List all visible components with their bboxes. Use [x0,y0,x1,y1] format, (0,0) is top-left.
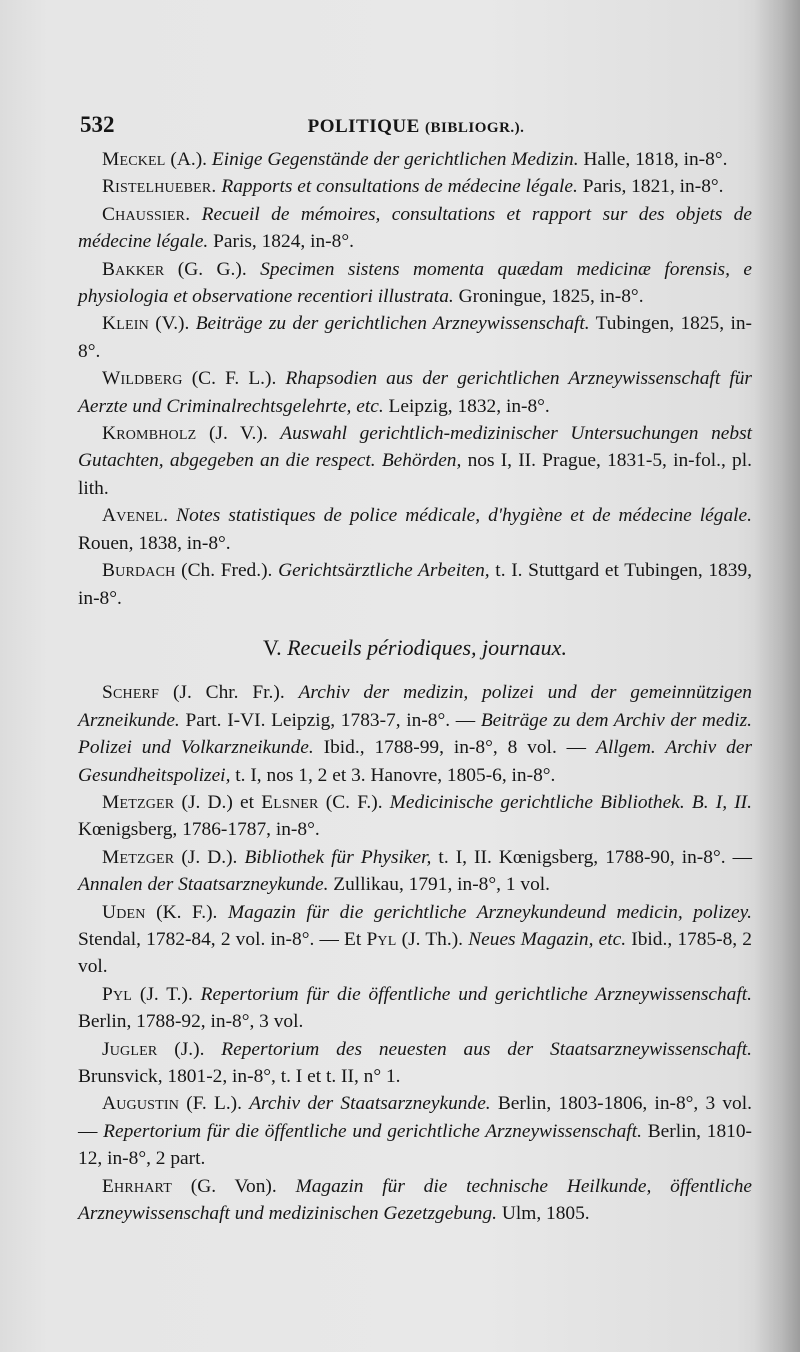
entry-title: Magazin für die technische Heilkunde, öffentliche Arzneywissenschaft und medizinischen Gezetzgebung. [78,1175,752,1225]
bibliography-entry [78,679,752,789]
entry-author: Metzger [102,791,175,813]
entry-imprint-2: Berlin, 1810-12, in-8°, 2 part. [78,1120,753,1170]
bibliography-entry [78,173,752,200]
entry-imprint: Berlin, 1788-92, in-8°, 3 vol. [78,1011,304,1033]
entry-initials [168,505,176,526]
entry-imprint: Leipzig, 1832, in-8°. [383,395,550,417]
entry-title: Recueil de mémoires, consultations et rapport sur des objets de médecine légale. [78,203,752,253]
entry-title: Rhapsodien aus der gerichtlichen Arzneywissenschaft für Aerzte und Criminalrechtsgelehrte, etc. [78,368,752,417]
entry-author: Klein [102,313,149,335]
entry-author: Bakker [102,258,165,280]
entry-title: Bibliothek für Physiker, [244,846,432,868]
bibliography-entry [78,420,752,502]
running-head [80,116,752,138]
entry-title-3: Allgem. Archiv der Gesundheitspolizei, [78,737,752,786]
entry-title: Gerichtsärztliche Arbeiten, [278,560,490,582]
entry-author: Metzger [102,846,175,868]
bibliography-entry [78,981,752,1036]
entry-author: Ehrhart [102,1175,172,1197]
entry-imprint: Tubingen, 1825, in-8°. [78,313,752,362]
entry-author: Wildberg [102,368,183,390]
entry-initials-2: (C. F.). [318,791,390,813]
entry-title: Archiv der medizin, polizei und der gemeinnützigen Arzneikunde. [78,682,752,731]
entry-imprint: t. I. Stuttgard et Tubingen, 1839, in-8°. [78,560,752,609]
entry-author: Ristelhueber. [102,176,217,198]
entry-initials: (J. Chr. Fr.). [159,682,299,704]
entry-imprint: Groningue, 1825, in-8°. [453,286,644,308]
entry-author: Scherf [102,682,160,704]
bibliography-entry [78,844,752,899]
entry-imprint-3: t. I, nos 1, 2 et 3. Hanovre, 1805-6, in-8°. [230,764,556,786]
bibliography-entry [78,146,752,173]
bibliography-entry [78,502,752,557]
entry-imprint: Brunsvick, 1801-2, in-8°, t. I et t. II, n° 1. [78,1066,401,1087]
entry-title: Specimen sistens momenta quædam medicinæ forensis, e physiologia et observatione recentiori illustrata. [78,258,752,308]
entry-imprint: nos I, II. Prague, 1831-5, in-fol., pl. lith. [78,450,752,499]
running-head-subtitle: (BIBLIOGR.). [425,120,525,136]
entry-title-2: Annalen der Staatsarzneykunde. [78,874,329,896]
entry-imprint-2: Ibid., 1785-8, 2 vol. [78,928,753,978]
entry-title: Medicinische gerichtliche Bibliothek. B. I, II. [389,791,752,813]
entry-title: Rapports et consultations de médecine légale. [221,176,578,198]
entry-initials: (J. V.). [196,423,281,445]
entry-imprint: Stendal, 1782-84, 2 vol. in-8°. — Et [78,928,367,950]
page-number: 532 [80,112,115,137]
section-number: V. [263,634,282,660]
entry-imprint: t. I, II. Kœnigsberg, 1788-90, in-8°. — [431,846,752,868]
entry-imprint: Ulm, 1805. [497,1203,590,1225]
entry-title: Repertorium des neuesten aus der Staatsarzneywissenschaft. [221,1038,752,1060]
entry-author: Pyl [102,983,133,1005]
entry-initials: (V.). [148,313,196,335]
entry-imprint: Paris, 1824, in-8°. [208,231,354,253]
entry-initials: (J. D.). [174,846,245,868]
entry-initials: (G. Von). [171,1175,296,1197]
entry-initials: (F. L.). [179,1093,250,1115]
entry-author: Burdach [102,560,176,582]
section-heading [78,634,752,661]
entry-title: Repertorium für die öffentliche und gerichtliche Arzneywissenschaft. [200,983,752,1005]
entry-title: Archiv der Staatsarzneykunde. [249,1093,491,1115]
entry-imprint-2: Ibid., 1788-99, in-8°, 8 vol. — [313,737,596,759]
section-title: Recueils périodiques, journaux. [287,634,567,660]
entry-initials-2: (J. Th.). [396,928,469,950]
entry-author: Chaussier. [102,203,191,225]
running-head-title: POLITIQUE [307,116,420,137]
page-header [80,112,752,146]
entry-initials: (Ch. Fred.). [175,560,279,582]
entry-author: Krombholz [102,423,197,445]
entry-imprint: Kœnigsberg, 1786-1787, in-8°. [78,819,320,841]
entry-title: Magazin für die gerichtliche Arzneykundeund medicin, polizey. [227,901,752,923]
entry-imprint: Paris, 1821, in-8°. [577,176,724,198]
entry-imprint-2: Zullikau, 1791, in-8°, 1 vol. [328,874,550,896]
entry-initials: (J. D.) et [174,791,262,813]
entry-initials: (J. T.). [132,983,201,1005]
entry-imprint: Berlin, 1803-1806, in-8°, 3 vol. — [78,1093,752,1142]
entry-initials: (K. F.). [145,901,228,923]
entry-imprint: Part. I-VI. Leipzig, 1783-7, in-8°. — [179,709,481,731]
entry-title-2: Repertorium für die öffentliche und gerichtliche Arzneywissenschaft. [103,1120,642,1142]
entry-author: Augustin [102,1093,180,1115]
bibliography-entry [78,310,752,365]
entry-imprint: Halle, 1818, in-8°. [578,149,728,170]
entry-author: Jugler [102,1038,158,1060]
entry-title: Beiträge zu der gerichtlichen Arzneywissenschaft. [195,313,590,335]
entry-author: Avenel. [102,505,169,527]
entry-author: Uden [102,901,146,923]
entry-author-2: Pyl [366,928,397,950]
bibliography-entry [78,1173,752,1228]
bibliography-list [78,146,752,1227]
entry-title-2: Beiträge zu dem Archiv der mediz. Polizei und Volkarzneikunde. [78,709,752,759]
page-gutter-shadow [754,0,800,1352]
bibliography-entry [78,899,752,981]
entry-imprint: Rouen, 1838, in-8°. [78,532,231,554]
bibliography-entry [78,557,752,612]
bibliography-entry [78,1090,752,1172]
bibliography-entry [78,256,752,311]
bibliography-entry [78,789,752,844]
entry-title: Auswahl gerichtlich-medizinischer Untersuchungen nebst Gutachten, abgegeben an die respect. Behörden, [78,423,752,472]
entry-author-2: Elsner [261,791,319,813]
entry-initials: (C. F. L.). [182,368,286,390]
bibliography-entry [78,365,752,420]
bibliography-entry [78,1036,752,1091]
entry-title-2: Neues Magazin, etc. [468,928,627,950]
entry-author: Meckel [102,149,166,170]
entry-initials: (J.). [157,1038,222,1060]
entry-initials [190,204,201,225]
entry-title: Einige Gegenstände der gerichtlichen Medizin. [211,149,579,170]
entry-initials: (A.). [165,149,212,170]
entry-title: Notes statistiques de police médicale, d'hygiène et de médecine légale. [176,505,752,527]
entry-initials: (G. G.). [164,258,261,280]
bibliography-entry [78,201,752,256]
